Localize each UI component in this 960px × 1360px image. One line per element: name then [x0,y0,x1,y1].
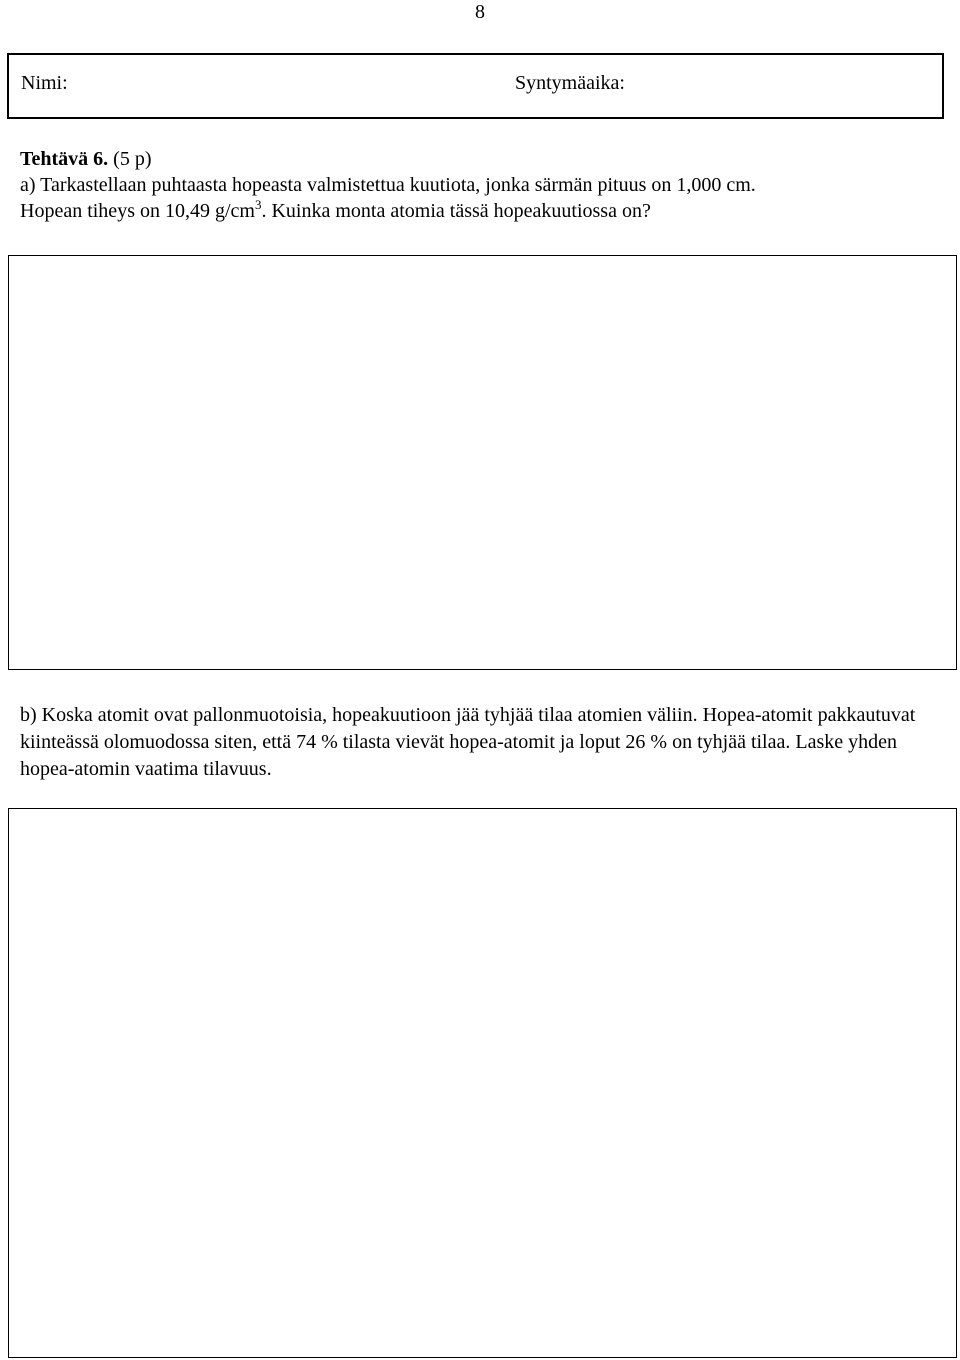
part-b [20,702,935,783]
page-number: 8 [475,1,485,23]
date-of-birth-label: Syntymäaika: [515,72,625,94]
part-a-line-2 [20,198,940,224]
student-info-box [7,53,944,119]
answer-box-b[interactable] [8,808,957,1358]
part-a-density-text: Hopean tiheys on 10,49 g/cm [20,200,255,222]
superscript-exponent: 3 [254,197,262,212]
task-heading [20,146,940,172]
answer-box-a[interactable] [8,255,957,670]
task-points: (5 p) [113,148,152,170]
part-a-question: . Kuinka monta atomia tässä hopeakuutiossa on? [261,200,651,222]
task-title: Tehtävä 6. [20,148,109,170]
part-b-text: b) Koska atomit ovat pallonmuotoisia, hopeakuutioon jää tyhjää tilaa atomien väliin. Hopea-atomit pakkautuvat kiinteässä olomuodossa siten, että 74 % tilasta vievät hopea-atomit ja loput 26 % on tyhjää tilaa. Laske yhden hopea-atomin vaatima tilavuus. [20,704,916,780]
part-a-line-1: a) Tarkastellaan puhtaasta hopeasta valmistettua kuutiota, jonka särmän pituus on 1,000 cm. [20,174,756,196]
name-label: Nimi: [21,72,68,94]
task-6 [20,146,940,224]
